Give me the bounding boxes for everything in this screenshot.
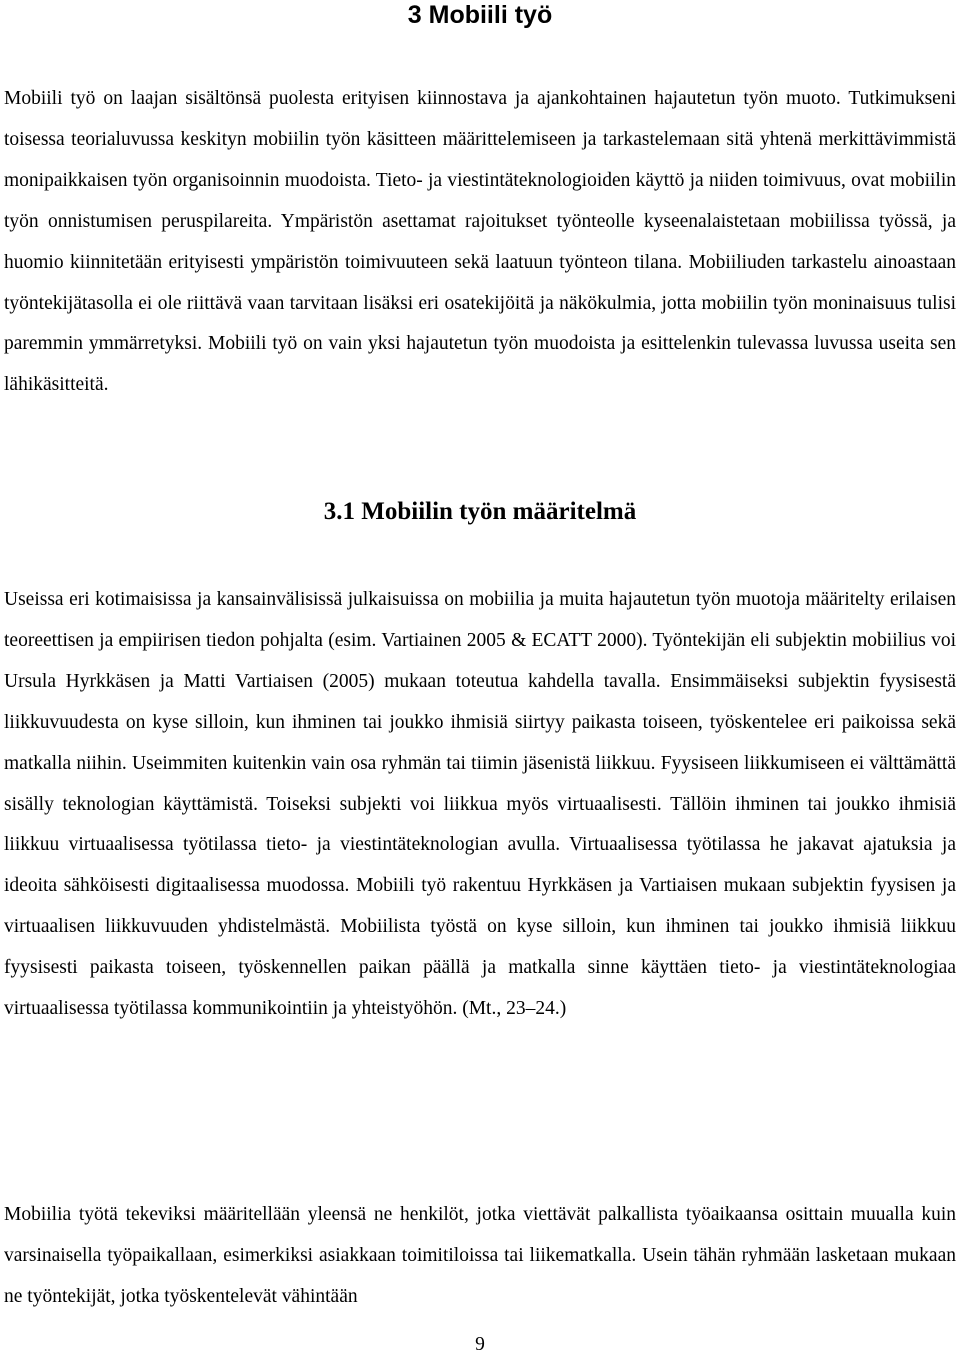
paragraph-intro: Mobiili työ on laajan sisältönsä puolesta erityisen kiinnostava ja ajankohtainen hajautetun työn muoto. Tutkimukseni toisessa teorialuvussa keskityn mobiilin työn käsitteen määrittelemiseen ja tarkastelemaan sitä yhtenä merkittävimmistä monipaikkaisen työn organisoinnin muodoista. Tieto- ja viestintäteknologioiden käyttö ja niiden toimivuus, ovat mobiilin työn onnistumisen peruspilareita. Ympäristön asettamat rajoitukset työnteolle kyseenalaistetaan mobiilissa työssä, ja huomio kiinnitetään erityisesti ympäristön toimivuuteen sekä laatuun työnteon tilana. Mobiiliuden tarkastelu ainoastaan työntekijätasolla ei ole riittävä vaan tarvitaan lisäksi eri osatekijöitä ja näkökulmia, jotta mobiilin työn moninaisuus tulisi paremmin ymmärretyksi. Mobiili työ on vain yksi hajautetun työn muodoista ja esittelenkin tulevassa luvussa useita sen lähikäsitteitä. [4,88,956,396]
chapter-heading: 3 Mobiili työ [407,1,553,29]
paragraph-mobile-workers: Mobiilia työtä tekeviksi määritellään yleensä ne henkilöt, jotka viettävät palkallista työaikaansa osittain muualla kuin varsinaisella työpaikallaan, esimerkiksi asiakkaan toimitiloissa tai liikematkalla. Usein tähän ryhmään lasketaan mukaan ne työntekijät, jotka työskentelevät vähintään [4,1204,956,1307]
paragraph-definition: Useissa eri kotimaisissa ja kansainvälisissä julkaisuissa on mobiilia ja muita hajautetun työn muotoja määritelty erilaisen teoreettisen ja empiirisen tiedon pohjalta (esim. Vartiainen 2005 & ECATT 2000). Työntekijän eli subjektin mobiilius voi Ursula Hyrkkäsen ja Matti Vartiaisen (2005) mukaan toteutua kahdella tavalla. Ensimmäiseksi subjektin fyysisestä liikkuvuudesta on kyse silloin, kun ihminen tai joukko ihmisiä siirtyy paikasta toiseen, työskentelee eri paikoissa sekä matkalla niihin. Useimmiten kuitenkin vain osa ryhmän tai tiimin jäsenistä liikkuu. Fyysiseen liikkumiseen ei välttämättä sisälly teknologian käyttämistä. Toiseksi subjekti voi liikkua myös virtuaalisesti. Tällöin ihminen tai joukko ihmisiä liikkuu virtuaalisessa työtilassa tieto- ja viestintäteknologian avulla. Virtuaalisessa työtilassa he jakavat ajatuksia ja ideoita sähköisesti digitaalisessa muodossa. Mobiili työ rakentuu Hyrkkäsen ja Vartiaisen mukaan subjektin fyysisen ja virtuaalisen liikkuvuuden yhdistelmästä. Mobiilista työstä on kyse silloin, kun ihminen tai joukko ihmisiä liikkuu fyysisesti paikasta toiseen, työskennellen paikan päällä ja matkalla sinne käyttäen tieto- ja viestintäteknologiaa virtuaalisessa työtilassa kommunikointiin ja yhteistyöhön. (Mt., 23–24.) [4,589,956,1020]
page-number: 9 [475,1334,485,1355]
section-heading: 3.1 Mobiilin työn määritelmä [323,498,637,525]
